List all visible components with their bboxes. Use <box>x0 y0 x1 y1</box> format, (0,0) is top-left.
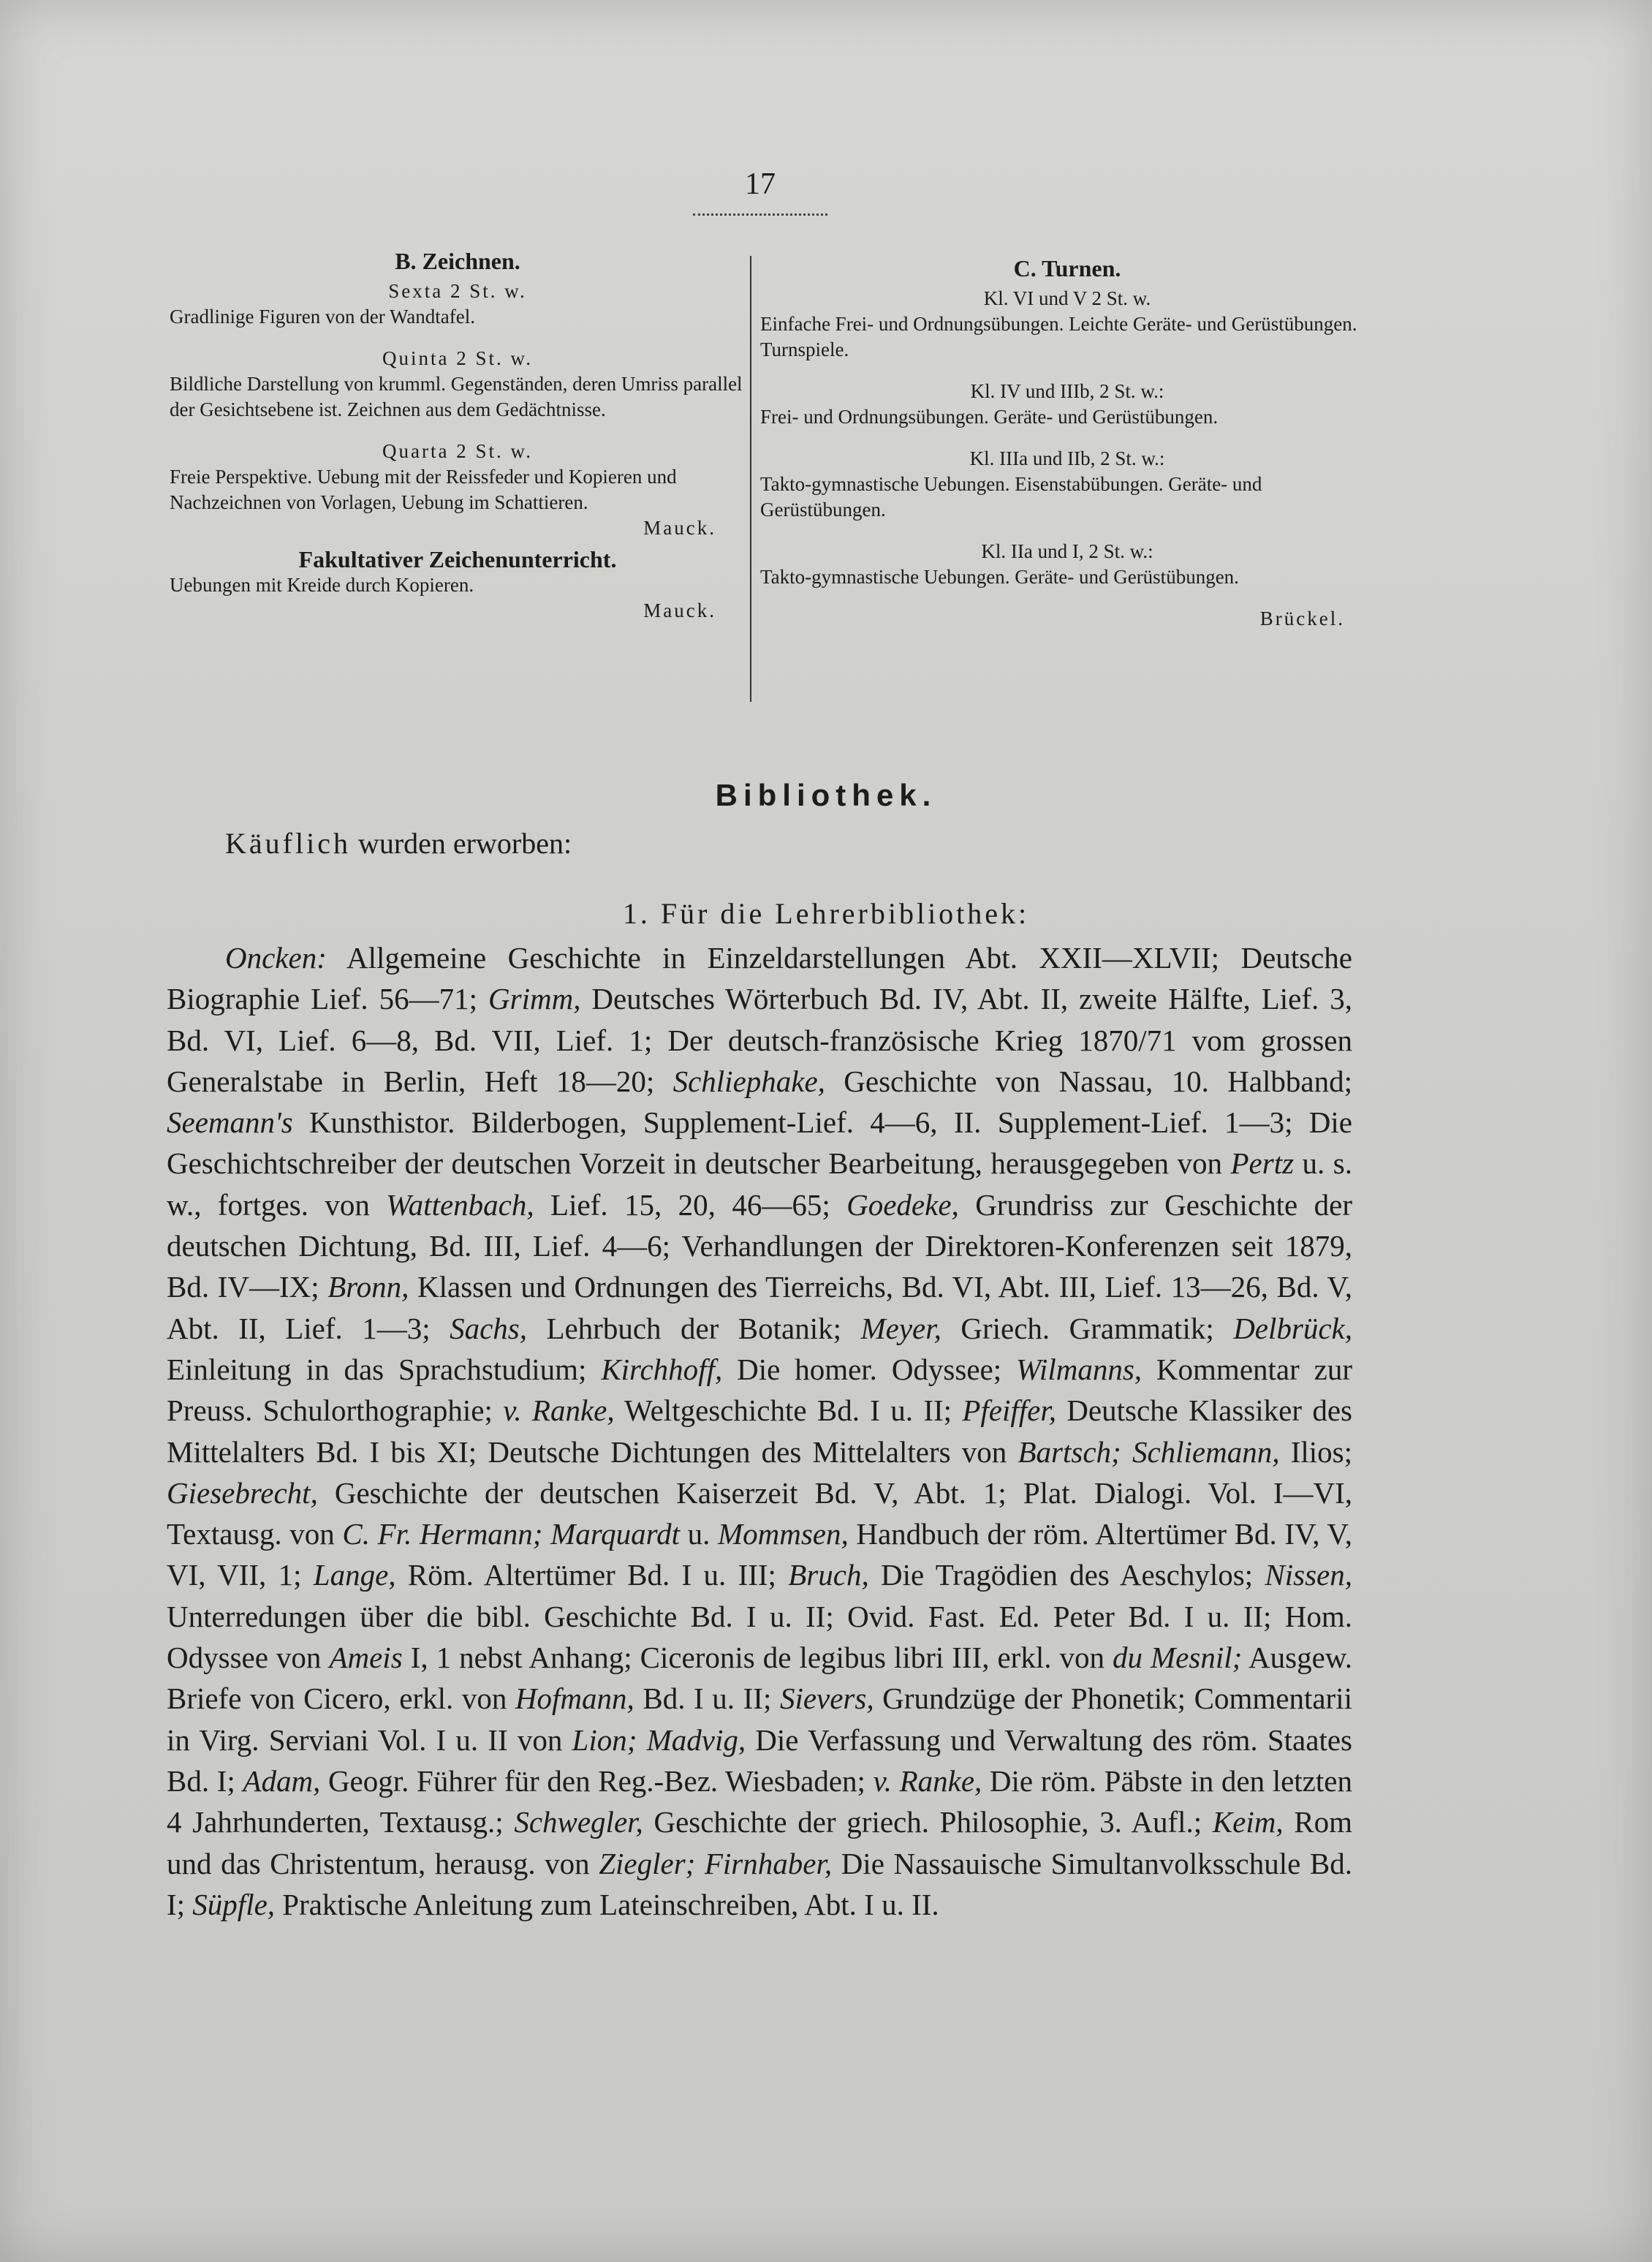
quinta-label: Quinta 2 St. w. <box>382 347 533 369</box>
gym-heading: C. Turnen. <box>1013 255 1121 281</box>
entry-text: Allgemeine Geschichte in Einzeldarstellungen Abt. XXII—XLVII; Deutsche Biographie Lief. 56—71; <box>167 941 1352 1016</box>
author-name: Sievers, <box>779 1682 874 1716</box>
author-name: Süpfle, <box>192 1887 276 1921</box>
author-name: Hofmann, <box>515 1682 634 1716</box>
gym-class-2-label: Kl. IV und IIIb, 2 St. w.: <box>970 380 1164 402</box>
optional-drawing-teacher: Mauck. <box>643 599 716 621</box>
author-name: Pertz <box>1230 1146 1295 1181</box>
entry-text: Die Nassauische Simultanvolksschule Bd. I; <box>167 1846 1352 1921</box>
page-number-ornament <box>693 209 827 216</box>
entry-text: Geschichte der griech. Philosophie, 3. Aufl.; <box>643 1805 1213 1839</box>
author-name: Wattenbach, <box>386 1187 534 1222</box>
author-name: Meyer, <box>860 1311 941 1345</box>
entry-text: u. <box>680 1517 718 1551</box>
entry-text: I, 1 nebst Anhang; Ciceronis de legibus libri III, erkl. von <box>402 1641 1113 1675</box>
gym-class-3-label: Kl. IIIa und IIb, 2 St. w.: <box>969 447 1165 469</box>
author-name: v. Ranke, <box>503 1393 615 1428</box>
entry-text: Röm. Altertümer Bd. I u. III; <box>395 1558 789 1592</box>
entry-text: Deutsche Klassiker des Mittelalters Bd. I bis XI; Deutsche Dichtungen des Mittelalters von <box>167 1393 1352 1469</box>
entry-text: Praktische Anleitung zum Lateinschreiben, Abt. I u. II. <box>275 1887 939 1921</box>
author-name: Sachs, <box>450 1311 527 1345</box>
gym-class-1-text: Einfache Frei- und Ordnungsübungen. Leichte Geräte- und Gerüstübungen. Turnspiele. <box>760 313 1357 360</box>
library-intro-rest: wurden erworben: <box>357 827 572 860</box>
gym-class-2-text: Frei- und Ordnungsübungen. Geräte- und Gerüstübungen. <box>760 406 1219 428</box>
entry-text: Geogr. Führer für den Reg.-Bez. Wiesbaden; <box>320 1763 874 1798</box>
entry-text: Die Tragödien des Aeschylos; <box>868 1558 1265 1592</box>
entry-text: Die homer. Odyssee; <box>722 1352 1017 1386</box>
author-name: Lion; Madvig, <box>572 1722 746 1757</box>
optional-drawing-text: Uebungen mit Kreide durch Kopieren. <box>170 574 474 596</box>
library-title: Bibliothek. <box>715 778 937 812</box>
entry-text: Ausgew. Briefe von Cicero, erkl. von <box>167 1641 1352 1716</box>
entry-text: Bd. I u. II; <box>634 1682 780 1716</box>
library-acquisitions-paragraph <box>167 937 1352 1925</box>
author-name: Ameis <box>329 1641 403 1675</box>
author-name: Mommsen, <box>717 1517 849 1551</box>
entry-text: Klassen und Ordnungen des Tierreichs, Bd. VI, Abt. III, Lief. 13—26, Bd. V, Abt. II, Lief. 1—3; <box>167 1270 1352 1345</box>
entry-text: Geschichte von Nassau, 10. Halbband; <box>825 1064 1352 1098</box>
sexta-text: Gradlinige Figuren von der Wandtafel. <box>170 306 475 328</box>
sexta-label: Sexta 2 St. w. <box>388 280 527 302</box>
entry-text: Deutsches Wörterbuch Bd. IV, Abt. II, zweite Hälfte, Lief. 3, Bd. VI, Lief. 6—8, Bd. VII, Lief. 1; Der deutsch-französische Krieg 1870/71 vom grossen Generalstabe in Berlin, Heft 18—20; <box>167 982 1353 1098</box>
author-name: Kirchhoff, <box>601 1352 723 1386</box>
quarta-label: Quarta 2 St. w. <box>382 440 533 462</box>
gym-class-1-label: Kl. VI und V 2 St. w. <box>983 287 1151 309</box>
author-name: Seemann's <box>167 1105 293 1140</box>
author-name: C. Fr. Hermann; Marquardt <box>342 1517 680 1551</box>
author-name: Schliephake, <box>672 1064 825 1098</box>
author-name: du Mesnil; <box>1113 1641 1243 1675</box>
author-name: Grimm, <box>488 982 581 1016</box>
entry-text: Lehrbuch der Botanik; <box>526 1311 861 1345</box>
entry-text: Weltgeschichte Bd. I u. II; <box>614 1393 963 1428</box>
entry-text: Einleitung in das Sprachstudium; <box>167 1352 602 1386</box>
quarta-teacher: Mauck. <box>643 517 716 539</box>
entry-text: Ilios; <box>1279 1434 1352 1469</box>
author-name: Adam, <box>243 1763 321 1798</box>
quinta-text: Bildliche Darstellung von krumml. Gegenständen, deren Umriss parallel der Gesichtsebene ist. Zeichnen aus dem Gedächtnisse. <box>170 373 743 420</box>
entry-text: u. s. w., fortges. von <box>167 1146 1352 1222</box>
gym-class-4-label: Kl. IIa und I, 2 St. w.: <box>981 540 1153 562</box>
author-name: Bruch, <box>788 1558 869 1592</box>
quarta-text: Freie Perspektive. Uebung mit der Reissfeder und Kopieren und Nachzeichnen von Vorlagen, Uebung im Schattieren. <box>170 466 677 513</box>
entry-text: Kunsthistor. Bilderbogen, Supplement-Lief. 4—6, II. Supplement-Lief. 1—3; Die Geschichtschreiber der deutschen Vorzeit in deutscher Bearbeitung, herausgegeben von <box>167 1105 1352 1181</box>
author-name: Bronn, <box>327 1270 409 1304</box>
library-intro-spaced: Käuflich <box>225 827 351 860</box>
gym-class-4-text: Takto-gymnastische Uebungen. Geräte- und Gerüstübungen. <box>760 566 1239 588</box>
library-intro <box>225 826 572 860</box>
author-name: Goedeke, <box>846 1187 959 1222</box>
optional-drawing-heading: Fakultativer Zeichenunterricht. <box>298 546 617 572</box>
entry-text: Griech. Grammatik; <box>941 1311 1234 1345</box>
author-name: Giesebrecht, <box>167 1475 318 1510</box>
column-divider <box>750 256 751 702</box>
author-name: Ziegler; Firnhaber, <box>599 1846 833 1880</box>
drawing-section <box>170 249 746 624</box>
entry-text: Die röm. Päbste in den letzten 4 Jahrhunderten, Textausg.; <box>167 1763 1352 1839</box>
author-name: Bartsch; Schliemann, <box>1018 1434 1280 1469</box>
entry-text: Rom und das Christentum, herausg. von <box>167 1805 1352 1880</box>
author-name: Pfeiffer, <box>962 1393 1056 1428</box>
library-acquisitions <box>167 937 1352 1925</box>
author-name: Delbrück, <box>1233 1311 1353 1345</box>
page-number: 17 <box>745 167 776 201</box>
entry-text: Die Verfassung und Verwaltung des röm. Staates Bd. I; <box>167 1722 1352 1798</box>
author-name: Oncken: <box>225 941 327 975</box>
author-name: Nissen, <box>1265 1558 1353 1592</box>
entry-text: Grundzüge der Phonetik; Commentarii in Virg. Serviani Vol. I u. II von <box>167 1682 1352 1757</box>
author-name: Schwegler, <box>514 1805 643 1839</box>
author-name: v. Ranke, <box>873 1763 982 1798</box>
library-sub-title: 1. Für die Lehrerbibliothek: <box>622 897 1030 930</box>
entry-text: Kommentar zur Preuss. Schulorthographie; <box>167 1352 1353 1428</box>
gym-class-3-text: Takto-gymnastische Uebungen. Eisenstabübungen. Geräte- und Gerüstübungen. <box>760 473 1262 521</box>
author-name: Keim, <box>1212 1805 1284 1839</box>
author-name: Lange, <box>313 1558 396 1592</box>
gym-section <box>760 256 1374 632</box>
entry-text: Lief. 15, 20, 46—65; <box>534 1187 847 1222</box>
entry-text: Geschichte der deutschen Kaiserzeit Bd. V, Abt. 1; Plat. Dialogi. Vol. I—VI, Textausg. von <box>167 1475 1352 1551</box>
entry-text: Unterredungen über die bibl. Geschichte Bd. I u. II; Ovid. Fast. Ed. Peter Bd. I u. II; Hom. Odyssee von <box>167 1599 1352 1675</box>
drawing-heading: B. Zeichnen. <box>395 248 520 274</box>
entry-text: Handbuch der röm. Altertümer Bd. IV, V, VI, VII, 1; <box>167 1517 1352 1592</box>
entry-text: Grundriss zur Geschichte der deutschen Dichtung, Bd. III, Lief. 4—6; Verhandlungen der Direktoren-Konferenzen seit 1879, Bd. IV—IX; <box>167 1187 1352 1304</box>
author-name: Wilmanns, <box>1016 1352 1143 1386</box>
gym-teacher: Brückel. <box>1259 608 1345 629</box>
